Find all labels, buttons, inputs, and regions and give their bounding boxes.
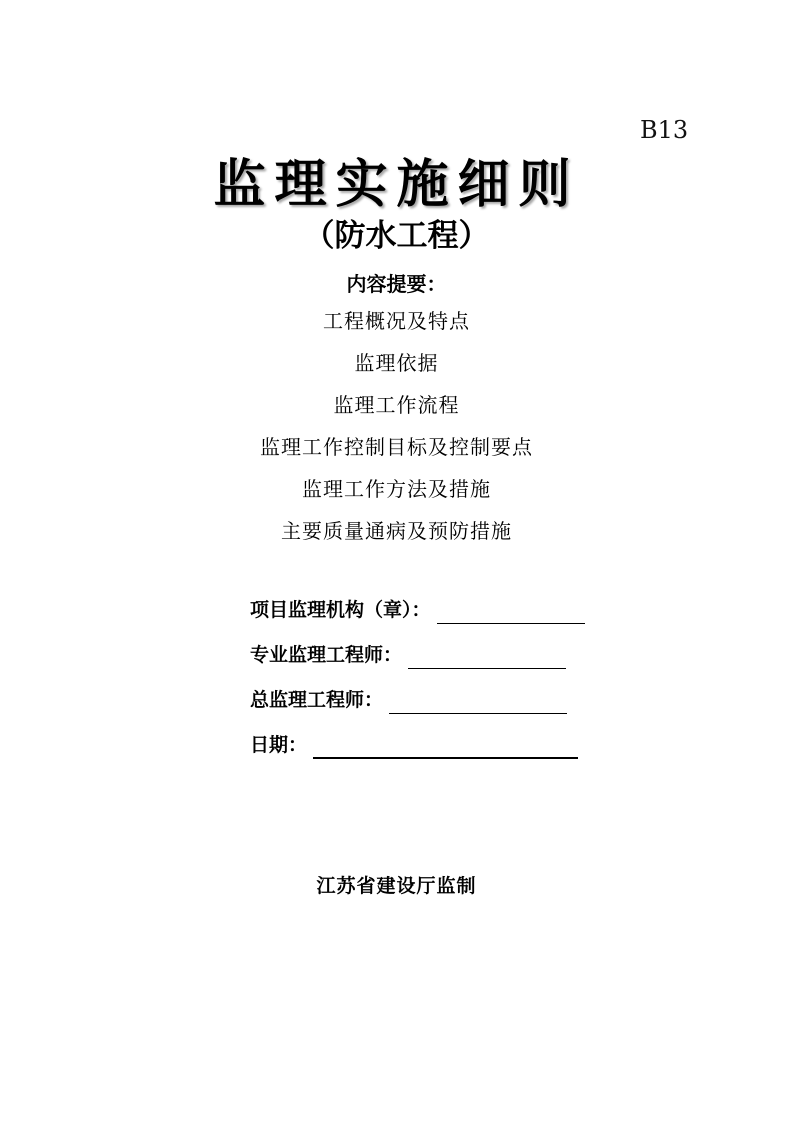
form-row-specialty-engineer bbox=[250, 641, 585, 669]
summary-list bbox=[0, 309, 793, 543]
summary-heading: 内容提要： bbox=[346, 272, 447, 296]
signature-line-date[interactable] bbox=[313, 733, 578, 759]
form-row-date bbox=[250, 731, 585, 759]
form-row-project-org bbox=[250, 596, 585, 624]
signature-form bbox=[250, 596, 585, 759]
summary-item: 监理工作流程 bbox=[333, 393, 460, 417]
document-title: 监理实施细则 bbox=[213, 155, 580, 215]
signature-line-chief-engineer[interactable] bbox=[389, 688, 567, 714]
summary-item: 监理工作方法及措施 bbox=[302, 477, 491, 501]
form-label-date: 日期： bbox=[250, 734, 308, 756]
summary-item: 监理工作控制目标及控制要点 bbox=[260, 435, 533, 459]
form-label-specialty-engineer: 专业监理工程师： bbox=[250, 644, 403, 666]
signature-line-project-org[interactable] bbox=[437, 598, 585, 624]
summary-item: 工程概况及特点 bbox=[323, 309, 470, 333]
form-row-chief-engineer bbox=[250, 686, 585, 714]
form-label-chief-engineer: 总监理工程师： bbox=[250, 689, 384, 711]
doc-code: B13 bbox=[640, 116, 689, 144]
document-subtitle: （防水工程） bbox=[303, 218, 490, 254]
summary-item: 主要质量通病及预防措施 bbox=[281, 519, 512, 543]
signature-line-specialty-engineer[interactable] bbox=[408, 643, 566, 669]
footer-issuer: 江苏省建设厅监制 bbox=[316, 875, 477, 897]
summary-item: 监理依据 bbox=[354, 351, 439, 375]
form-label-project-org: 项目监理机构（章）： bbox=[250, 599, 431, 621]
